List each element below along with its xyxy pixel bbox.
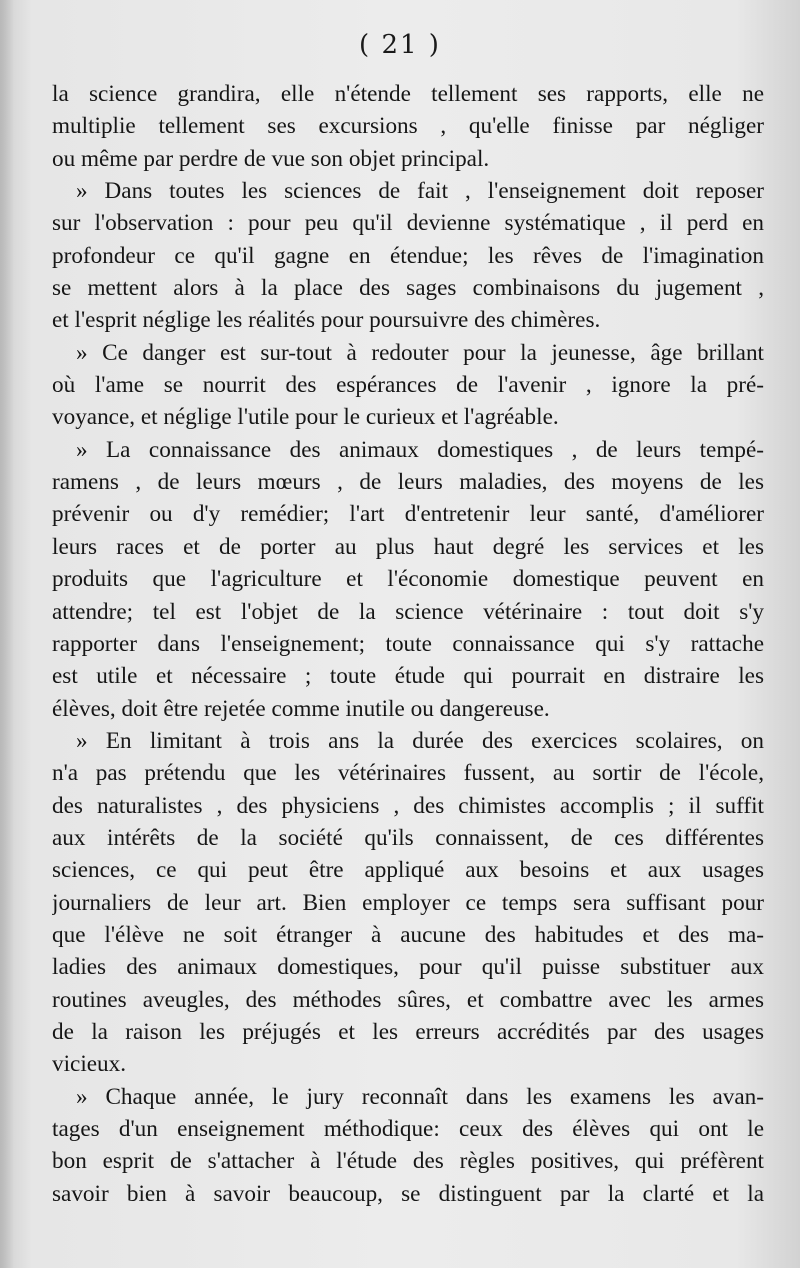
text-line: ramens , de leurs mœurs , de leurs maladies, des moyens de les bbox=[52, 469, 764, 496]
text-line: où l'ame se nourrit des espérances de l'avenir , ignore la pré- bbox=[52, 372, 764, 399]
text-line: tages d'un enseignement méthodique: ceux des élèves qui ont le bbox=[52, 1116, 764, 1142]
text-line: prévenir ou d'y remédier; l'art d'entretenir leur santé, d'améliorer bbox=[52, 501, 764, 528]
text-line: n'a pas prétendu que les vétérinaires fussent, au sortir de l'école, bbox=[52, 760, 764, 787]
text-line: vicieux. bbox=[52, 1051, 127, 1078]
text-line: ou même par perdre de vue son objet principal. bbox=[52, 145, 490, 172]
text-line: ladies des animaux domestiques, pour qu'il puisse substituer aux bbox=[52, 954, 764, 981]
text-line: leurs races et de porter au plus haut degré les services et les bbox=[52, 533, 764, 560]
text-line: attendre; tel est l'objet de la science vétérinaire : tout doit s'y bbox=[52, 598, 764, 625]
text-line: sciences, ce qui peut être appliqué aux besoins et aux usages bbox=[52, 857, 764, 884]
text-line: des naturalistes , des physiciens , des chimistes accomplis ; il suffit bbox=[52, 792, 764, 819]
text-line: multiplie tellement ses excursions , qu'elle finisse par négliger bbox=[52, 113, 764, 140]
text-line: » La connaissance des animaux domestiques , de leurs tempé- bbox=[76, 436, 764, 463]
text-line: est utile et nécessaire ; toute étude qui pourrait en distraire les bbox=[52, 663, 764, 690]
text-line: élèves, doit être rejetée comme inutile ou dangereuse. bbox=[52, 695, 550, 722]
binding-shadow bbox=[0, 0, 14, 1268]
text-line: » Chaque année, le jury reconnaît dans les examens les avan- bbox=[76, 1083, 764, 1110]
text-line: aux intérêts de la société qu'ils connaissent, de ces différentes bbox=[52, 824, 764, 851]
text-line: rapporter dans l'enseignement; toute connaissance qui s'y rattache bbox=[52, 630, 764, 657]
text-line: et l'esprit néglige les réalités pour poursuivre des chimères. bbox=[52, 307, 601, 334]
text-line: » Ce danger est sur-tout à redouter pour la jeunesse, âge brillant bbox=[76, 339, 764, 366]
text-line: que l'élève ne soit étranger à aucune des habitudes et des ma- bbox=[52, 921, 764, 948]
text-line: routines aveugles, des méthodes sûres, et combattre avec les armes bbox=[52, 986, 764, 1013]
text-line: de la raison les préjugés et les erreurs accrédités par des usages bbox=[52, 1018, 764, 1045]
body-text bbox=[52, 78, 764, 1210]
text-line: savoir bien à savoir beaucoup, se distinguent par la clarté et la bbox=[52, 1180, 764, 1207]
page-number: ( 21 ) bbox=[359, 30, 441, 60]
text-line: bon esprit de s'attacher à l'étude des règles positives, qui préfèrent bbox=[52, 1148, 764, 1175]
text-line: journaliers de leur art. Bien employer ce temps sera suffisant pour bbox=[52, 889, 764, 916]
text-line: sur l'observation : pour peu qu'il devienne systématique , il perd en bbox=[52, 210, 764, 237]
text-line: profondeur ce qu'il gagne en étendue; les rêves de l'imagination bbox=[52, 242, 764, 269]
text-line: la science grandira, elle n'étende tellement ses rapports, elle ne bbox=[52, 81, 764, 107]
text-line: se mettent alors à la place des sages combinaisons du jugement , bbox=[52, 275, 764, 302]
text-line: produits que l'agriculture et l'économie domestique peuvent en bbox=[52, 566, 764, 593]
text-line: » Dans toutes les sciences de fait , l'enseignement doit reposer bbox=[76, 178, 764, 205]
text-line: voyance, et néglige l'utile pour le curieux et l'agréable. bbox=[52, 404, 559, 431]
text-line: » En limitant à trois ans la durée des exercices scolaires, on bbox=[76, 727, 764, 754]
